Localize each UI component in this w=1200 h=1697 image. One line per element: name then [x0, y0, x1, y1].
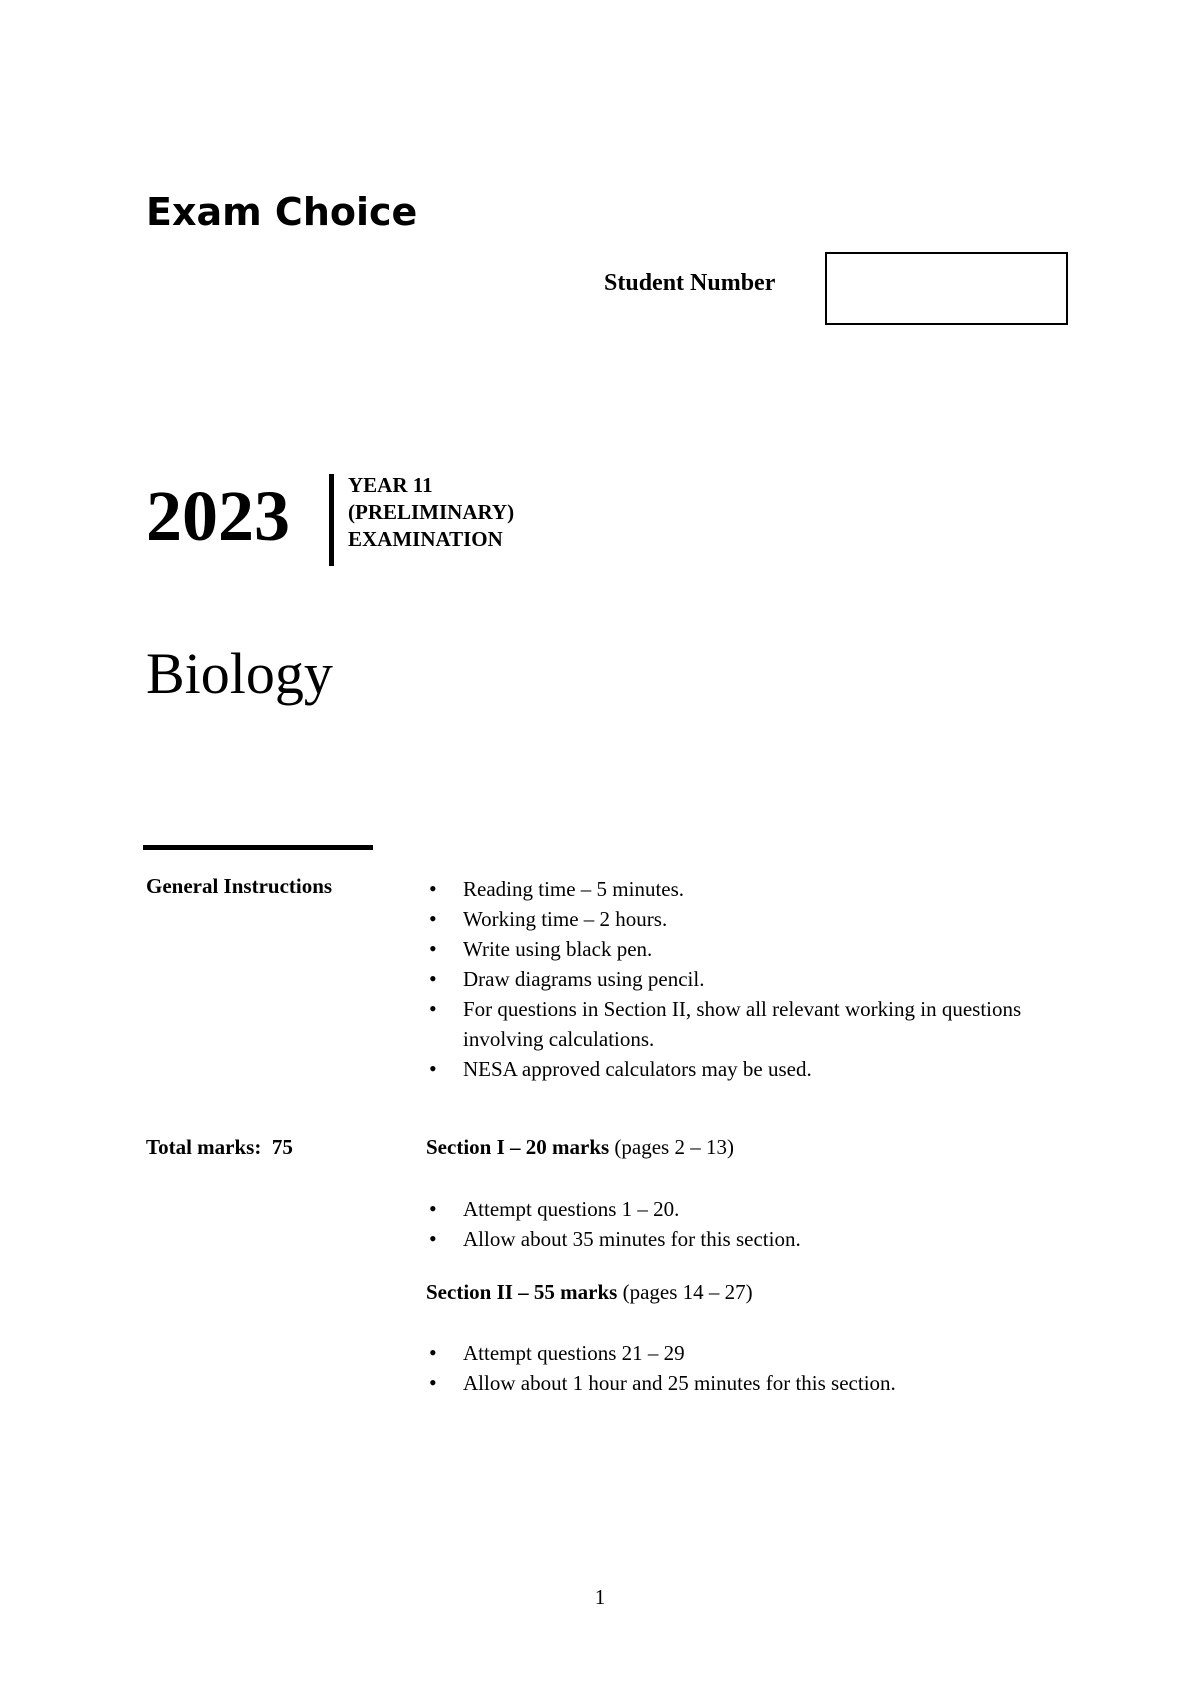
subject-title: Biology [146, 641, 333, 706]
section-1-title: Section I – 20 marks [426, 1135, 610, 1159]
list-item: • Attempt questions 1 – 20. [426, 1194, 1046, 1224]
student-number-label: Student Number [604, 270, 776, 296]
section-2-list [426, 1338, 1046, 1398]
exam-title-line: YEAR 11 [348, 473, 433, 497]
brand-title: Exam Choice [146, 190, 418, 234]
exam-year: 2023 [146, 476, 290, 556]
section-rule [143, 845, 373, 850]
general-instructions-list [426, 874, 1046, 1084]
section-2-title: Section II – 55 marks [426, 1280, 618, 1304]
exam-title-line: (PRELIMINARY) [348, 500, 515, 524]
exam-title-line: EXAMINATION [348, 527, 503, 551]
list-item: • Allow about 35 minutes for this section. [426, 1224, 1046, 1254]
section-1-list [426, 1194, 1046, 1254]
list-item: • Attempt questions 21 – 29 [426, 1338, 1046, 1368]
list-item: • Draw diagrams using pencil. [426, 964, 1046, 994]
list-item: • Working time – 2 hours. [426, 904, 1046, 934]
section-1-pages: (pages 2 – 13) [614, 1135, 734, 1159]
section-1-heading [426, 1135, 734, 1160]
total-marks-value: 75 [271, 1135, 293, 1159]
list-item: • Reading time – 5 minutes. [426, 874, 1046, 904]
list-item: • For questions in Section II, show all relevant working in questions involving calculations. [426, 994, 1046, 1054]
list-item: • NESA approved calculators may be used. [426, 1054, 1046, 1084]
general-instructions-label: General Instructions [146, 874, 333, 898]
year-divider [329, 474, 334, 566]
page-number: 1 [594, 1585, 606, 1609]
section-2-heading [426, 1280, 753, 1305]
section-2-pages: (pages 14 – 27) [622, 1280, 753, 1304]
total-marks-label: Total marks: [146, 1135, 262, 1159]
student-number-box[interactable] [825, 252, 1068, 325]
exam-title [348, 472, 514, 553]
list-item: • Write using black pen. [426, 934, 1046, 964]
list-item: • Allow about 1 hour and 25 minutes for this section. [426, 1368, 1046, 1398]
total-marks [146, 1135, 293, 1160]
